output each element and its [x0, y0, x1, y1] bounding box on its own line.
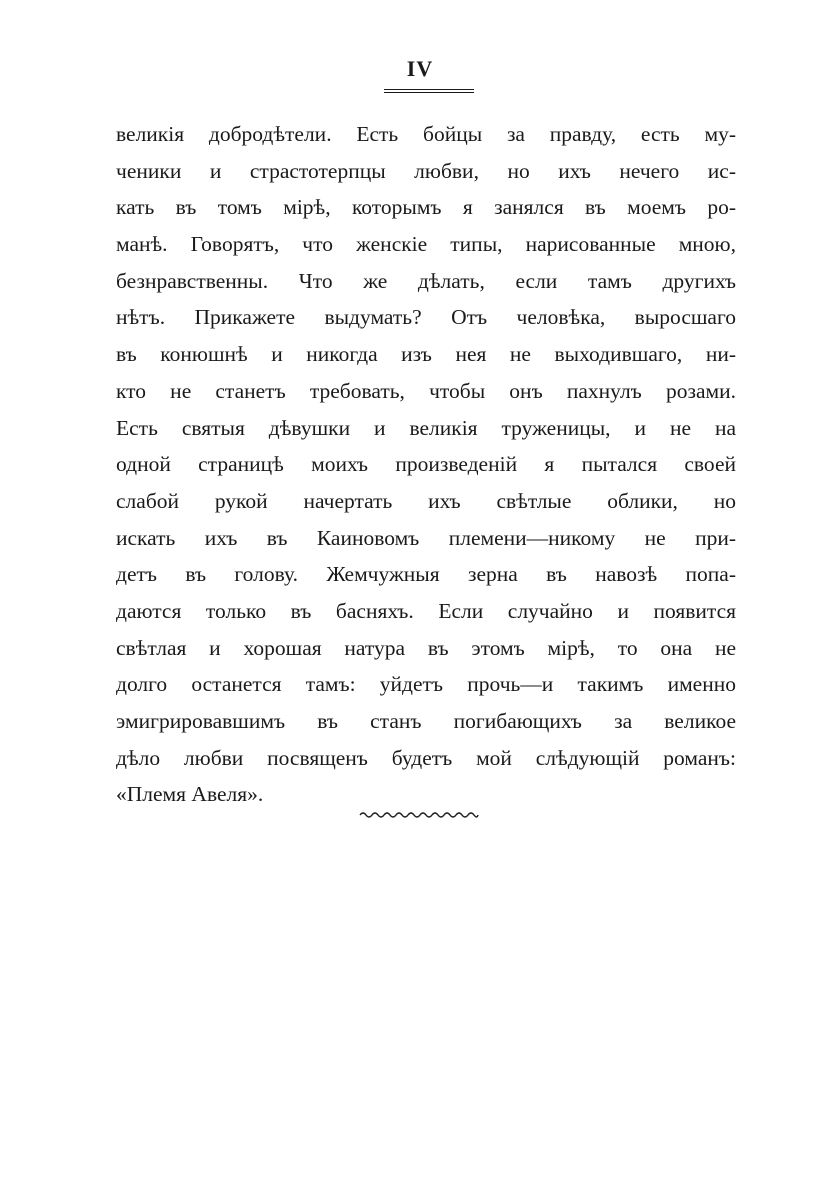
text-line: кать въ томъ мірѣ, которымъ я занялся въ моемъ ро- [116, 195, 736, 220]
text-line: Есть святыя дѣвушки и великія труженицы, и не на [116, 415, 736, 440]
text-line: эмигрировавшимъ въ станъ погибающихъ за великое [116, 709, 736, 733]
text-line: кто не станетъ требовать, чтобы онъ пахнулъ розами. [116, 378, 736, 403]
text-line: свѣтлая и хорошая натура въ этомъ мірѣ, то она не [116, 635, 736, 660]
text-line: искать ихъ въ Каиновомъ племени—никому не при- [116, 525, 736, 550]
text-line: даются только въ басняхъ. Если случайно и появится [116, 598, 736, 623]
wavy-ornament-divider [358, 807, 480, 823]
text-line: долго останется тамъ: уйдетъ прочь—и такимъ именно [116, 672, 736, 697]
text-line: манѣ. Говорятъ, что женскіе типы, нарисованные мною, [116, 232, 736, 257]
text-line: дѣло любви посвященъ будетъ мой слѣдующій романъ: [116, 745, 736, 770]
text-line-last: «Племя Авеля». [116, 782, 264, 807]
page-number: IV [406, 56, 434, 81]
text-line: великія добродѣтели. Есть бойцы за правду, есть му- [116, 122, 736, 146]
text-line: въ конюшнѣ и никогда изъ нея не выходившаго, ни- [116, 342, 736, 367]
text-line: слабой рукой начертать ихъ свѣтлые облики, но [116, 488, 736, 513]
text-line: безнравственны. Что же дѣлать, если тамъ другихъ [116, 268, 736, 293]
header-double-rule [384, 89, 474, 93]
body-text [116, 116, 736, 813]
text-line: ченики и страстотерпцы любви, но ихъ нечего ис- [116, 158, 736, 183]
text-line: нѣтъ. Прикажете выдумать? Отъ человѣка, выросшаго [116, 305, 736, 330]
text-line: одной страницѣ моихъ произведеній я пытался своей [116, 452, 736, 477]
text-line: детъ въ голову. Жемчужныя зерна въ навозѣ попа- [116, 562, 736, 587]
